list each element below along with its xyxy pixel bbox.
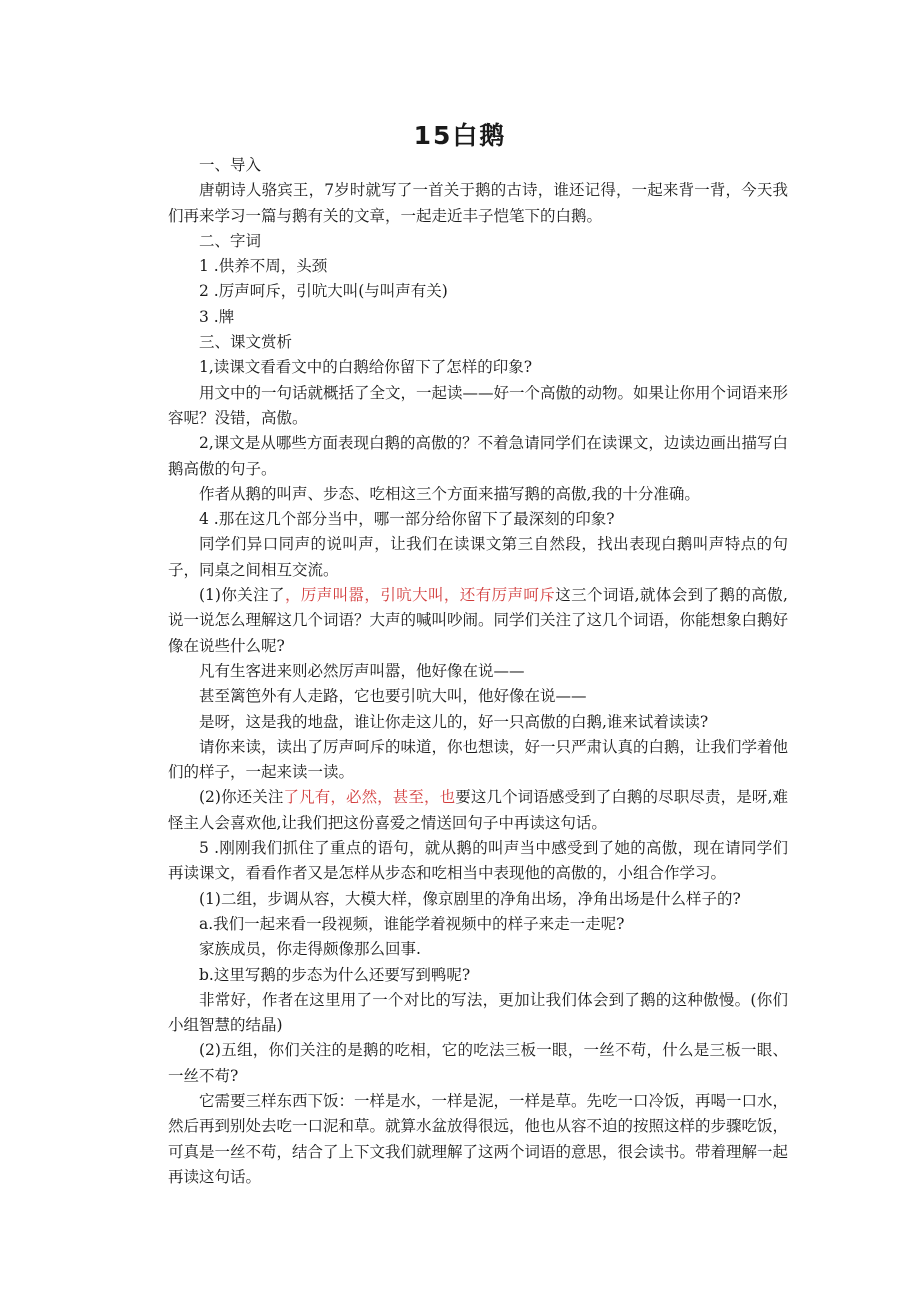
question: 4 .那在这几个部分当中，哪一部分给你留下了最深刻的印象? — [199, 510, 615, 529]
text-segment: (2)你还关注 — [199, 788, 284, 807]
paragraph: 凡有生客进来则必然厉声叫嚣，他好像在说—— — [199, 661, 525, 680]
text-segment: 这三个词语,就体会到了鹅的高傲,说一说怎么理解这几个词语？大声的喊叫吵闹。同学们关注了这几个词语，你能想象白鹅好像在说些什么呢? — [168, 586, 789, 655]
paragraph: b.这里写鹅的步态为什么还要写到鸭呢? — [199, 965, 471, 984]
section-heading: 三、课文赏析 — [199, 333, 293, 352]
paragraph: 非常好，作者在这里用了一个对比的写法，更加让我们体会到了鹅的这种傲慢。(你们小组智慧的结晶) — [168, 990, 788, 1035]
paragraph: 同学们异口同声的说叫声，让我们在读课文第三自然段，找出表现白鹅叫声特点的句子，同桌之间相互交流。 — [168, 535, 788, 579]
highlighted-phrases: 了凡有，必然，甚至，也 — [283, 788, 456, 807]
text-segment: 要这几个词语感受到了白鹅的尽职尽责，是呀,难怪主人会喜欢他,让我们把这份喜爱之情送回句子中再读这句话。 — [168, 788, 788, 832]
vocab-item: 2 .厉声呵斥，引吭大叫(与叫声有关) — [199, 282, 448, 301]
question: 2,课文是从哪些方面表现白鹅的高傲的？不着急请同学们在读课文，边读边画出描写白鹅高傲的句子。 — [168, 434, 788, 478]
paragraph: 它需要三样东西下饭：一样是水，一样是泥，一样是草。先吃一口冷饭，再喝一口水，然后再到别处去吃一口泥和草。就算水盆放得很远，他也从容不迫的按照这样的步骤吃饭，可真是一丝不苟，结合了上下文我们就理解了这两个词语的意思，很会读书。带着理解一起再读这句话。 — [168, 1091, 789, 1186]
paragraph: 唐朝诗人骆宾王，7岁时就写了一首关于鹅的古诗，谁还记得，一起来背一背，今天我们再来学习一篇与鹅有关的文章，一起走近丰子恺笔下的白鹅。 — [168, 181, 788, 225]
section-heading: 二、字词 — [199, 231, 262, 250]
paragraph: a.我们一起来看一段视频，谁能学着视频中的样子来走一走呢? — [199, 914, 625, 933]
highlighted-phrases: ，厉声叫嚣，引吭大叫，还有厉声呵斥 — [284, 586, 556, 605]
paragraph: 请你来读，读出了厉声呵斥的味道，你也想读，好一只严肃认真的白鹅，让我们学着他们的样子，一起来读一读。 — [168, 737, 789, 782]
paragraph: (2)五组，你们关注的是鹅的吃相，它的吃法三板一眼，一丝不苟，什么是三板一眼、一丝不苟? — [168, 1041, 788, 1085]
paragraph — [168, 785, 788, 836]
paragraph: 是呀，这是我的地盘，谁让你走这儿的，好一只高傲的白鹅,谁来试着读读? — [199, 712, 709, 731]
paragraph: 用文中的一句话就概括了全文，一起读——好一个高傲的动物。如果让你用个词语来形容呢？没错，高傲。 — [168, 383, 789, 427]
document-body — [168, 153, 788, 1190]
vocab-item: 3 .牌 — [199, 307, 235, 326]
vocab-item: 1 .供养不周，头颈 — [199, 257, 328, 276]
paragraph: (1)二组，步调从容，大模大样，像京剧里的净角出场，净角出场是什么样子的? — [199, 889, 741, 908]
paragraph: 甚至篱笆外有人走路，它也要引吭大叫，他好像在说—— — [199, 687, 587, 706]
question: 5 .刚刚我们抓住了重点的语句，就从鹅的叫声当中感受到了她的高傲，现在请同学们再读课文，看看作者又是怎样从步态和吃相当中表现他的高傲的，小组合作学习。 — [168, 839, 788, 883]
page-title: 15白鹅 — [413, 121, 507, 150]
text-segment: (1)你关注了 — [199, 586, 285, 605]
paragraph — [168, 583, 788, 659]
question: 1,读课文看看文中的白鹅给你留下了怎样的印象? — [199, 358, 533, 377]
section-heading: 一、导入 — [199, 156, 262, 174]
paragraph: 家族成员，你走得颇像那么回事. — [199, 940, 421, 959]
paragraph: 作者从鹅的叫声、步态、吃相这三个方面来描写鹅的高傲,我的十分准确。 — [199, 484, 700, 503]
